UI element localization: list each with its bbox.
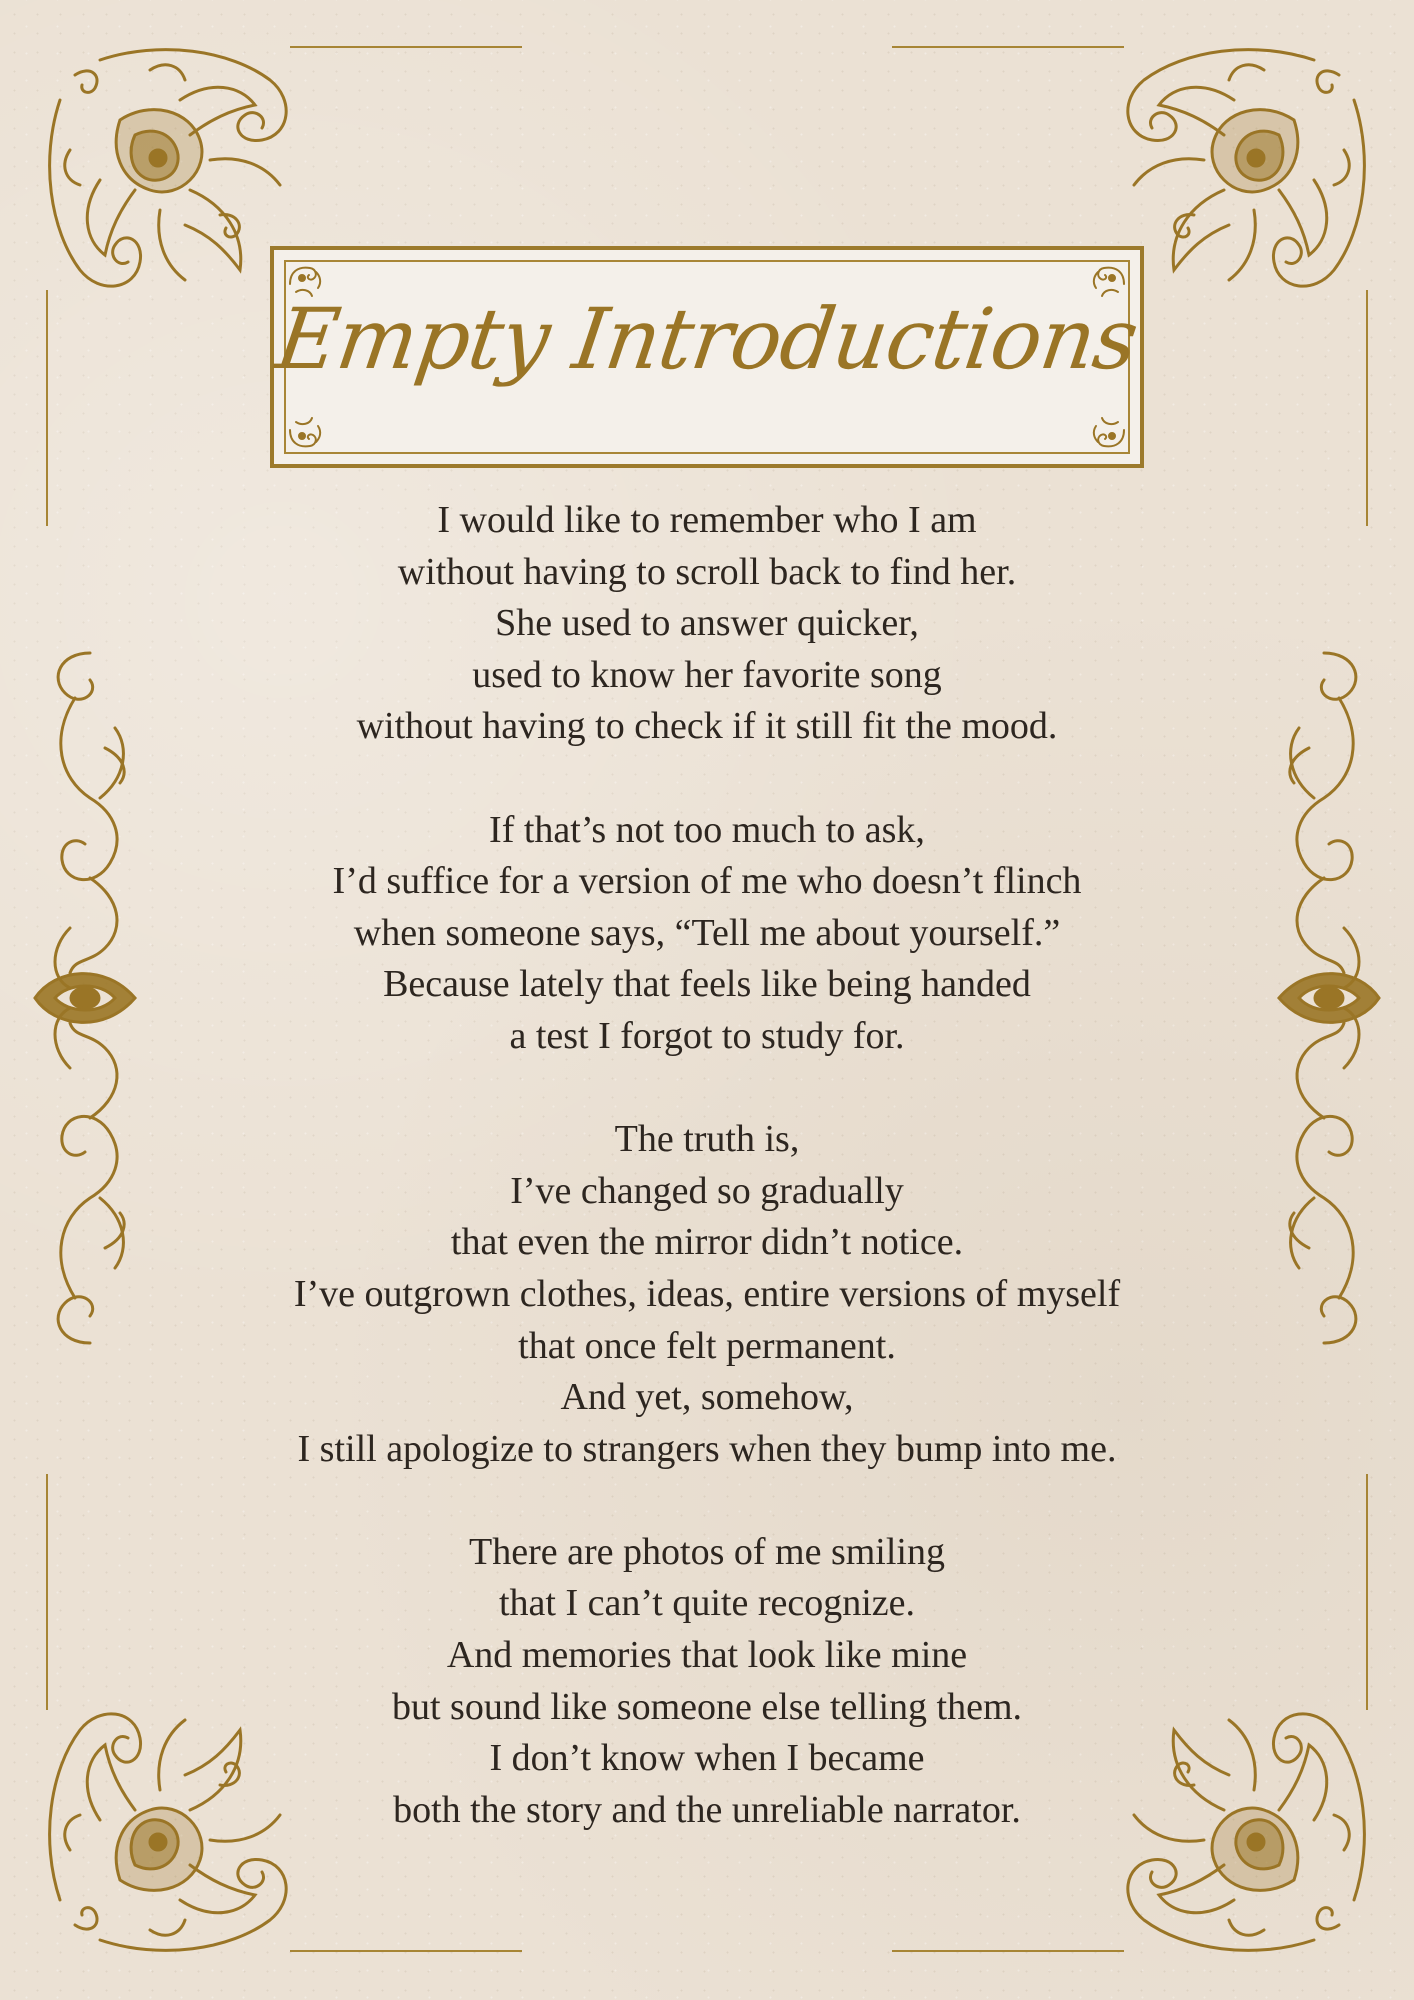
corner-ornament-top-right-icon bbox=[1114, 40, 1374, 300]
side-ornament-left-icon bbox=[30, 648, 140, 1348]
poem-line: And yet, somehow, bbox=[560, 1376, 854, 1419]
title-corner-flourish-bottom-left-icon bbox=[286, 408, 330, 452]
poem-line: The truth is, bbox=[614, 1118, 800, 1161]
poem-line: that even the mirror didn’t notice. bbox=[450, 1221, 964, 1264]
corner-ornament-top-left-icon bbox=[40, 40, 300, 300]
title-frame bbox=[270, 246, 1144, 468]
poem-line: I don’t know when I became bbox=[489, 1737, 925, 1780]
frame-line-bottom-right bbox=[892, 1950, 1124, 1952]
frame-line-left-bottom bbox=[46, 1474, 48, 1710]
side-ornament-right-icon bbox=[1274, 648, 1384, 1348]
poem-line: when someone says, “Tell me about yourself.” bbox=[353, 911, 1061, 954]
poem-line: used to know her favorite song bbox=[472, 653, 942, 696]
poem-line: I’ve outgrown clothes, ideas, entire versions of myself bbox=[293, 1272, 1121, 1315]
poem-line: I still apologize to strangers when they bump into me. bbox=[297, 1427, 1117, 1470]
stanza-4 bbox=[180, 1527, 1234, 1837]
stanza-3 bbox=[180, 1114, 1234, 1475]
frame-line-right-bottom bbox=[1366, 1474, 1368, 1710]
frame-line-right-top bbox=[1366, 290, 1368, 526]
frame-line-top-right bbox=[892, 46, 1124, 48]
poem-line: without having to scroll back to find her. bbox=[397, 550, 1017, 593]
frame-line-left-top bbox=[46, 290, 48, 526]
poem-line: but sound like someone else telling them. bbox=[391, 1685, 1023, 1728]
stanza-1 bbox=[180, 495, 1234, 753]
poem-line: Because lately that feels like being handed bbox=[383, 963, 1031, 1006]
poem-line: I would like to remember who I am bbox=[437, 499, 977, 541]
title-corner-flourish-bottom-right-icon bbox=[1084, 408, 1128, 452]
poem-line: that I can’t quite recognize. bbox=[498, 1582, 916, 1625]
stanza-2 bbox=[180, 805, 1234, 1063]
poem-body bbox=[180, 495, 1234, 1836]
poem-line: I’ve changed so gradually bbox=[510, 1169, 904, 1212]
poem-line: And memories that look like mine bbox=[446, 1634, 968, 1677]
poem-title: Empty Introductions bbox=[270, 290, 1144, 388]
poem-line: a test I forgot to study for. bbox=[509, 1014, 905, 1057]
poem-line: I’d suffice for a version of me who doesn’t flinch bbox=[332, 860, 1082, 903]
poem-line: without having to check if it still fit the mood. bbox=[356, 705, 1058, 748]
poem-line: that once felt permanent. bbox=[518, 1324, 896, 1367]
poem-line: If that’s not too much to ask, bbox=[489, 808, 925, 851]
poem-line: There are photos of me smiling bbox=[469, 1530, 945, 1573]
poem-line: She used to answer quicker, bbox=[495, 602, 919, 645]
poem-line: both the story and the unreliable narrator. bbox=[393, 1788, 1021, 1831]
frame-line-bottom-left bbox=[290, 1950, 522, 1952]
frame-line-top-left bbox=[290, 46, 522, 48]
